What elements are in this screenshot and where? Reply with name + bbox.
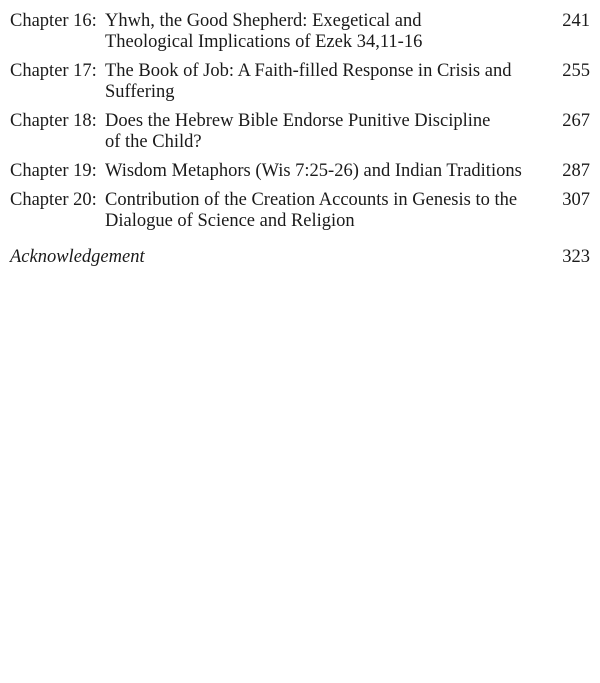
chapter-number: Chapter 20: [10,190,97,210]
page-number: 255 [562,61,590,81]
page-number: 241 [562,11,590,31]
chapter-title [105,111,562,153]
chapter-title [105,161,562,182]
chapter-title-line: of the Child? [105,132,202,152]
chapter-title [105,190,562,232]
chapter-number: Chapter 18: [10,111,97,131]
acknowledgement-title: Acknowledgement [10,247,145,267]
chapter-title-line: Theological Implications of Ezek 34,11-16 [105,32,423,52]
chapter-number: Chapter 19: [10,161,97,181]
page-number: 287 [562,161,590,181]
chapter-title [105,61,562,103]
chapter-title-line: Contribution of the Creation Accounts in Genesis to the [105,190,518,210]
toc-entry-chapter-19 [10,161,590,182]
table-of-contents [10,11,590,276]
chapter-title-line: Suffering [105,82,175,102]
page-number: 267 [562,111,590,131]
chapter-title-line: Yhwh, the Good Shepherd: Exegetical and [105,11,422,31]
page-number: 307 [562,190,590,210]
chapter-title-line: The Book of Job: A Faith-filled Response in Crisis and [105,61,512,81]
chapter-title-line: Dialogue of Science and Religion [105,211,355,231]
chapter-number: Chapter 16: [10,11,97,31]
page-number: 323 [562,247,590,267]
chapter-number: Chapter 17: [10,61,97,81]
chapter-title-line: Does the Hebrew Bible Endorse Punitive Discipline [105,111,491,131]
chapter-title [105,11,562,53]
toc-entry-chapter-17 [10,61,590,103]
toc-entry-chapter-16 [10,11,590,53]
toc-entry-acknowledgement [10,247,590,268]
toc-entry-chapter-20 [10,190,590,232]
toc-entry-chapter-18 [10,111,590,153]
chapter-title-line: Wisdom Metaphors (Wis 7:25-26) and Indian Traditions [105,161,522,181]
